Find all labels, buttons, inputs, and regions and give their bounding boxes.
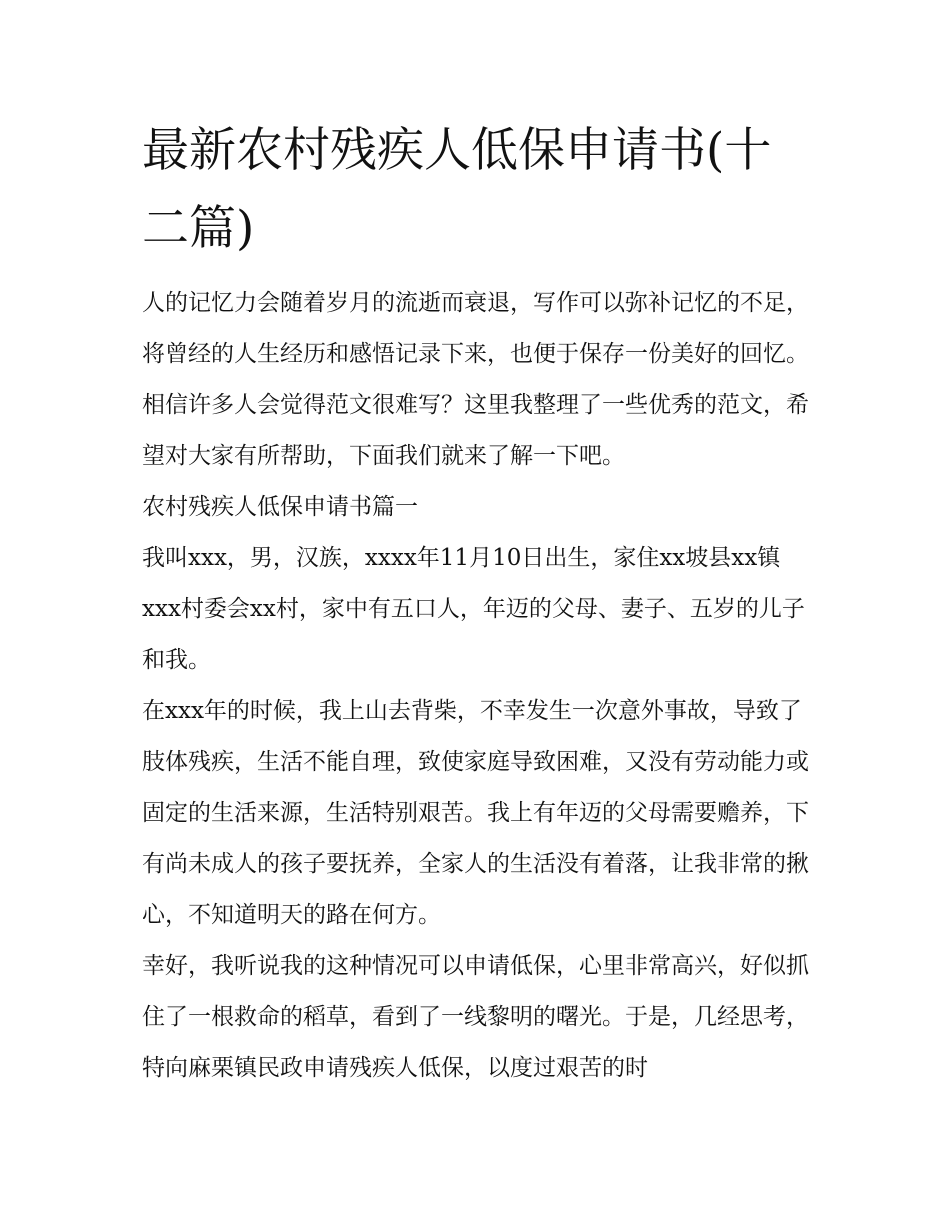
intro-paragraph: 人的记忆力会随着岁月的流逝而衰退，写作可以弥补记忆的不足，将曾经的人生经历和感悟记录下来，也便于保存一份美好的回忆。相信许多人会觉得范文很难写？这里我整理了一些优秀的范文，希望对大家有所帮助，下面我们就来了解一下吧。: [142, 290, 809, 469]
body-paragraph-2: 在xxx年的时候，我上山去背柴，不幸发生一次意外事故，导致了肢体残疾，生活不能自理，致使家庭导致困难，又没有劳动能力或固定的生活来源，生活特别艰苦。我上有年迈的父母需要赡养，下有尚未成人的孩子要抚养，全家人的生活没有着落，让我非常的揪心，不知道明天的路在何方。: [142, 698, 809, 928]
section-heading: 农村残疾人低保申请书篇一: [142, 494, 418, 520]
body-paragraph-3: 幸好，我听说我的这种情况可以申请低保，心里非常高兴，好似抓住了一根救命的稻草，看到了一线黎明的曙光。于是，几经思考，特向麻栗镇民政申请残疾人低保，以度过艰苦的时: [142, 953, 809, 1081]
document-page: [142, 112, 812, 1094]
body-paragraph-1: 我叫xxx，男，汉族，xxxx年11月10日出生，家住xx坡县xx镇xxx村委会xx村，家中有五口人，年迈的父母、妻子、五岁的儿子和我。: [142, 545, 805, 673]
document-title: 最新农村残疾人低保申请书(十二篇): [142, 123, 772, 256]
